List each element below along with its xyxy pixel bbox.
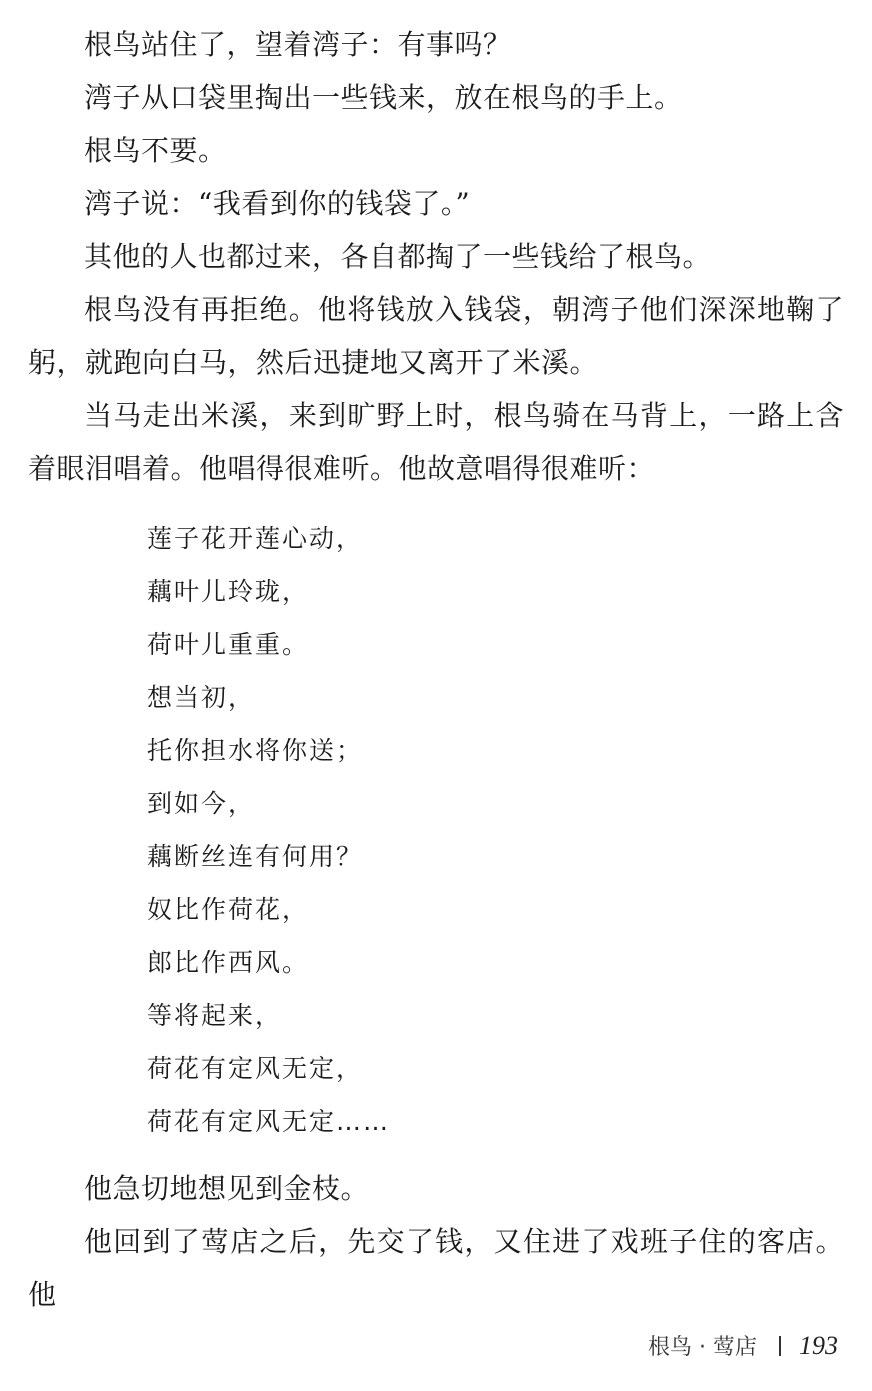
paragraph: 湾子从口袋里掏出一些钱来，放在根鸟的手上。 — [84, 81, 683, 114]
poem-line: 荷花有定风无定…… — [147, 1107, 391, 1136]
paragraph: 湾子说：“我看到你的钱袋了。” — [84, 187, 471, 220]
poem-line: 想当初， — [147, 683, 256, 712]
paragraph: 其他的人也都过来，各自都掏了一些钱给了根鸟。 — [84, 240, 712, 273]
page-footer — [648, 1330, 838, 1361]
poem-line: 到如今， — [147, 789, 256, 818]
paragraph: 根鸟不要。 — [84, 134, 227, 167]
paragraph: 根鸟没有再拒绝。他将钱放入钱袋，朝湾子他们深深地鞠了躬，就跑向白马，然后迅捷地又离开了米溪。 — [28, 293, 844, 379]
poem-line: 荷叶儿重重。 — [147, 630, 310, 659]
footer-separator — [779, 1336, 781, 1356]
poem-line: 托你担水将你送； — [147, 736, 364, 765]
poem-line: 荷花有定风无定， — [147, 1054, 364, 1083]
poem-line: 莲子花开莲心动， — [147, 524, 364, 553]
paragraph: 当马走出米溪，来到旷野上时，根鸟骑在马背上，一路上含着眼泪唱着。他唱得很难听。他故意唱得很难听： — [28, 399, 844, 485]
poem-line: 等将起来， — [147, 1001, 283, 1030]
paragraph: 他急切地想见到金枝。 — [84, 1172, 370, 1205]
paragraph: 根鸟站住了，望着湾子：有事吗？ — [84, 28, 512, 61]
poem-line: 郎比作西风。 — [147, 948, 310, 977]
poem-line: 奴比作荷花， — [147, 895, 310, 924]
poem-line: 藕断丝连有何用？ — [147, 842, 364, 871]
poem-line: 藕叶儿玲珑， — [147, 577, 310, 606]
poem-block — [147, 512, 390, 1148]
running-head: 根鸟 · 莺店 — [648, 1335, 757, 1360]
page-number: 193 — [799, 1330, 838, 1360]
paragraph: 他回到了莺店之后，先交了钱，又住进了戏班子住的客店。他 — [28, 1225, 844, 1311]
